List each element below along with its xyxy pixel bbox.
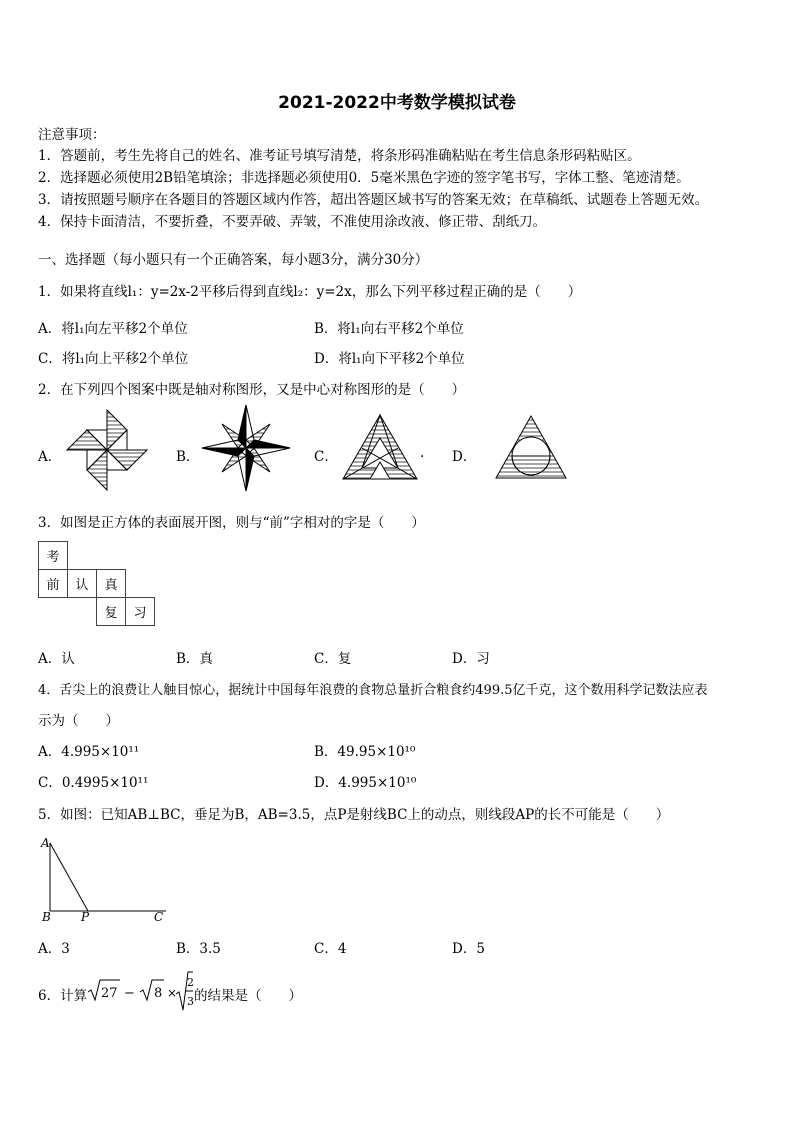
cube-cell: 认 xyxy=(68,570,97,598)
q3-option-d: D．习 xyxy=(452,651,490,667)
triangle-circle-figure xyxy=(494,414,568,482)
q4-option-d: D．4.995×10¹⁰ xyxy=(314,775,417,791)
q4-option-c: C．0.4995×10¹¹ xyxy=(38,775,149,791)
notice-item-1: 1．答题前，考生先将自己的姓名、准考证号填写清楚，将条形码准确粘贴在考生信息条形码粘贴区。 xyxy=(38,148,641,164)
q3-option-a: A．认 xyxy=(38,651,75,667)
notice-heading: 注意事项： xyxy=(38,127,106,143)
q3-option-b: B．真 xyxy=(176,651,213,667)
page-title: 2021-2022中考数学模拟试卷 xyxy=(278,93,516,113)
q4-option-b: B．49.95×10¹⁰ xyxy=(314,744,416,760)
triangle-pattern-figure xyxy=(340,412,420,482)
cube-cell: 前 xyxy=(39,570,68,598)
q1-option-b: B．将l₁向右平移2个单位 xyxy=(314,321,464,337)
section-heading: 一、选择题（每小题只有一个正确答案，每小题3分，满分30分） xyxy=(38,252,429,268)
cube-cell: 习 xyxy=(126,598,155,626)
fraction-denominator: 3 xyxy=(187,995,194,1008)
q2-option-b: B． xyxy=(176,449,200,465)
q5-option-d: D．5 xyxy=(452,941,485,957)
q2-stem: 2．在下列四个图案中既是轴对称图形，又是中心对称图形的是（ ） xyxy=(38,382,466,398)
pinwheel-figure xyxy=(64,407,150,493)
q2-dot: . xyxy=(420,445,425,461)
q4-stem-line1: 4．舌尖上的浪费让人触目惊心，据统计中国每年浪费的食物总量折合粮食约499.5亿千克，这个数用科学记数法应表 xyxy=(38,683,708,698)
q3-stem: 3．如图是正方体的表面展开图，则与“前”字相对的字是（ ） xyxy=(38,515,425,531)
point-label-c: C xyxy=(154,910,164,923)
minus-sign: − xyxy=(124,986,135,1001)
q1-stem: 1．如果将直线l₁：y=2x-2平移后得到直线l₂：y=2x，那么下列平移过程正确的是（ ） xyxy=(38,284,582,300)
q2-option-c: C． xyxy=(314,449,338,465)
compass-star-figure xyxy=(200,403,292,493)
radicand-8: 8 xyxy=(154,986,163,1001)
fraction-numerator: 2 xyxy=(187,976,194,989)
notice-item-4: 4．保持卡面清洁，不要折叠，不要弄破、弄皱，不准使用涂改液、修正带、刮纸刀。 xyxy=(38,214,547,230)
notice-item-3: 3．请按照题号顺序在各题目的答题区域内作答，超出答题区域书写的答案无效；在草稿纸、试题卷上答题无效。 xyxy=(38,192,709,208)
q6-suffix: 的结果是（ ） xyxy=(194,988,302,1004)
point-label-a: A xyxy=(41,836,50,850)
q1-option-d: D．将l₁向下平移2个单位 xyxy=(314,351,465,367)
q2-option-a: A． xyxy=(38,449,62,465)
right-angle-figure xyxy=(38,833,170,923)
q3-option-c: C．复 xyxy=(314,651,352,667)
cube-cell: 考 xyxy=(39,542,68,570)
q5-option-c: C．4 xyxy=(314,941,347,957)
cube-cell: 复 xyxy=(97,598,126,626)
radicand-27: 27 xyxy=(101,986,118,1001)
q5-option-a: A．3 xyxy=(38,941,70,957)
q1-option-c: C．将l₁向上平移2个单位 xyxy=(38,351,189,367)
q4-option-a: A．4.995×10¹¹ xyxy=(38,744,140,760)
times-sign: × xyxy=(167,986,178,1000)
cube-net xyxy=(38,541,155,626)
q1-option-a: A．将l₁向左平移2个单位 xyxy=(38,321,188,337)
q2-option-d: D． xyxy=(452,449,477,465)
cube-cell: 真 xyxy=(97,570,126,598)
q6-expression xyxy=(86,968,194,1014)
q4-stem-line2: 示为（ ） xyxy=(38,713,119,729)
q6-prefix: 6．计算 xyxy=(38,988,88,1004)
notice-item-2: 2．选择题必须使用2B铅笔填涂；非选择题必须使用0．5毫米黑色字迹的签字笔书写，字体工整、笔迹清楚。 xyxy=(38,170,690,186)
point-label-p: P xyxy=(81,910,90,923)
q5-option-b: B．3.5 xyxy=(176,941,221,957)
point-label-b: B xyxy=(42,910,51,923)
q5-stem: 5．如图：已知AB⊥BC，垂足为B，AB=3.5，点P是射线BC上的动点，则线段AP的长不可能是（ ） xyxy=(38,807,670,823)
